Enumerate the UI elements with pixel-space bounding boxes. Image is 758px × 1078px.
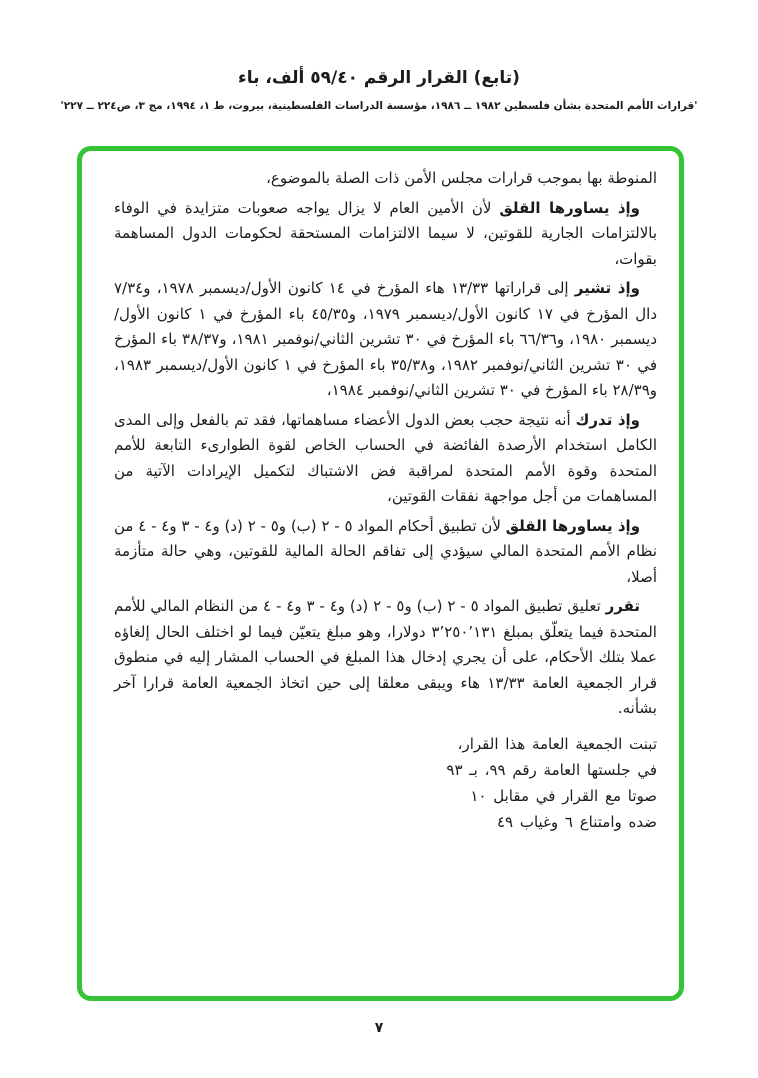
adoption-note xyxy=(114,731,657,835)
paragraph-text: تعليق تطبيق المواد ٥ - ٢ (ب) و٥ - ٢ (د) و٤ - ٣ و٤ - ٤ من النظام المالي للأمم المتحدة فيما يتعلّق بمبلغ ٣٬٢٥٠٬١٣١ دولارا، وهو مبلغ يتعيّن فيما لو اختلف الحال إلغاؤه عملا بتلك الأحكام، على أن يجري إدخال هذا المبلغ في الحساب المشار إليه في منطوق قرار الجمعية العامة ١٣/٣٣ هاء ويبقى معلقا إلى حين اتخاذ الجمعية العامة قرارا آخر بشأنه. xyxy=(114,597,657,717)
paragraph-concern-2 xyxy=(114,514,657,591)
paragraph-lead: وإذ يساورها القلق xyxy=(505,516,641,535)
adoption-line: تبنت الجمعية العامة هذا القرار، xyxy=(457,734,657,753)
source-citation: 'قرارات الأمم المتحدة بشأن فلسطين ١٩٨٢ ــ ١٩٨٦، مؤسسة الدراسات الفلسطينية، بيروت، ط ١، ١٩٩٤، مج ٣، ص٢٢٤ ــ ٢٢٧' xyxy=(60,100,698,112)
paragraph-text: أنه نتيجة حجب بعض الدول الأعضاء مساهماتها، فقد تم بالفعل وإلى المدى الكامل استخدام الأرصدة الفائضة في الحساب الخاص لقوة الطوارىء التابعة للأمم المتحدة وقوة الأمم المتحدة لمراقبة فض الاشتباك لتكميل الإيرادات الآتية من المساهمات من أجل مواجهة نفقات القوتين، xyxy=(114,410,657,505)
paragraph-lead: وإذ تشير xyxy=(574,279,640,297)
paragraph-text: إلى قراراتها ١٣/٣٣ هاء المؤرخ في ١٤ كانون الأول/ديسمبر ١٩٧٨، و٧/٣٤ دال المؤرخ في ١٧ كانون الأول/ديسمبر ١٩٧٩، و٤٥/٣٥ باء المؤرخ في ١ كانون الأول/ديسمبر ١٩٨٠، و٦٦/٣٦ باء المؤرخ في ٣٠ تشرين الثاني/نوفمبر ١٩٨١، و٣٨/٣٧ باء المؤرخ في ٣٠ تشرين الثاني/نوفمبر ١٩٨٢، و٣٥/٣٨ باء المؤرخ في ١ كانون الأول/ديسمبر ١٩٨٣، و٢٨/٣٩ باء المؤرخ في ٣٠ تشرين الثاني/نوفمبر ١٩٨٤، xyxy=(114,279,658,399)
paragraph-aware xyxy=(114,408,657,510)
paragraph-lead: تقرر xyxy=(605,597,641,615)
adoption-line: صوتا مع القرار في مقابل ١٠ xyxy=(470,786,657,805)
paragraph-decides xyxy=(114,594,657,722)
adoption-line: في جلستها العامة رقم ٩٩، بـ ٩٣ xyxy=(446,760,657,779)
paragraph-lead: وإذ يساورها القلق xyxy=(499,198,641,217)
resolution-text xyxy=(82,151,679,835)
paragraph-concern-1 xyxy=(114,196,657,273)
paragraph-text: لأن الأمين العام لا يزال يواجه صعوبات متزايدة في الوفاء بالالتزامات الجارية للقوتين، لا سيما الالتزامات المستحقة لحكومات الدول المساهمة بقوات، xyxy=(114,198,657,268)
resolution-frame xyxy=(77,146,684,1001)
adoption-line: ضده وامتناع ٦ وغياب ٤٩ xyxy=(496,812,657,831)
paragraph-text: المنوطة بها بموجب قرارات مجلس الأمن ذات الصلة بالموضوع، xyxy=(266,169,657,187)
paragraph-recalling xyxy=(114,276,657,404)
page-number: ٧ xyxy=(374,1020,384,1036)
page-title: (تابع) القرار الرقم ٥٩/٤٠ ألف، باء xyxy=(238,68,520,88)
paragraph-lead: وإذ تدرك xyxy=(575,410,640,429)
paragraph-text: لأن تطبيق أحكام المواد ٥ - ٢ (ب) و٥ - ٢ (د) و٤ - ٣ و٤ - ٤ من نظام الأمم المتحدة المالي سيؤدي إلى تفاقم الحالة المالية للقوتين، وهي حالة متأزمة أصلا، xyxy=(114,516,657,586)
paragraph-continuation xyxy=(114,166,657,192)
